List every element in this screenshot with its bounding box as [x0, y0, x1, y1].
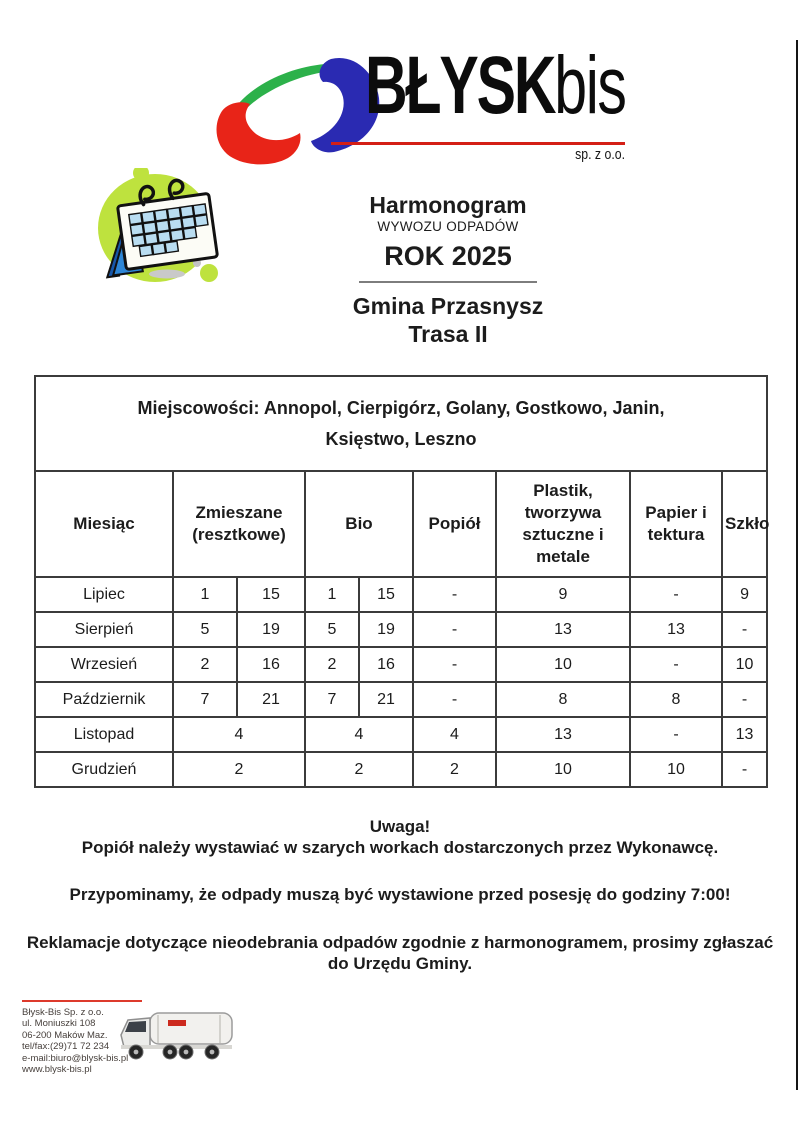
table-row — [35, 612, 767, 647]
schedule-cell: 5 — [305, 612, 359, 647]
month-cell: Wrzesień — [35, 647, 173, 682]
table-row — [35, 682, 767, 717]
schedule-cell: 16 — [359, 647, 413, 682]
schedule-cell: 13 — [496, 612, 630, 647]
footer-email: e-mail:biuro@blysk-bis.pl — [22, 1052, 129, 1064]
schedule-table — [34, 375, 768, 788]
company-logo — [213, 40, 653, 168]
schedule-cell: 10 — [496, 647, 630, 682]
schedule-cell: 4 — [305, 717, 413, 752]
table-row — [35, 647, 767, 682]
document-header — [268, 193, 628, 348]
schedule-cell: - — [722, 752, 767, 787]
municipality-title: Gmina Przasnysz — [352, 293, 544, 320]
route-title: Trasa II — [408, 320, 488, 347]
schedule-cell: 8 — [630, 682, 722, 717]
schedule-cell: 9 — [496, 577, 630, 612]
footer-address-line1: ul. Moniuszki 108 — [22, 1018, 96, 1030]
company-footer — [22, 1000, 262, 1080]
notes-section — [20, 817, 780, 975]
table-row — [35, 752, 767, 787]
schedule-cell: 2 — [173, 752, 305, 787]
title-divider — [359, 281, 537, 283]
schedule-cell: 16 — [237, 647, 305, 682]
col-header-plastic: Plastik, tworzywa sztuczne i metale — [496, 471, 630, 577]
schedule-cell: 21 — [237, 682, 305, 717]
schedule-cell: 1 — [173, 577, 237, 612]
page-subtitle: WYWOZU ODPADÓW — [377, 219, 519, 235]
schedule-cell: - — [722, 612, 767, 647]
localities-cell — [35, 376, 767, 471]
footer-address-line2: 06-200 Maków Maz. — [22, 1029, 108, 1041]
page-title: Harmonogram — [369, 192, 527, 218]
schedule-cell: 10 — [630, 752, 722, 787]
schedule-cell: 4 — [413, 717, 496, 752]
schedule-cell: - — [413, 682, 496, 717]
month-cell: Grudzień — [35, 752, 173, 787]
brand-main-text: BŁYSK — [365, 40, 555, 131]
col-header-paper: Papier i tektura — [630, 471, 722, 577]
complaints-note: Reklamacje dotyczące nieodebrania odpadów zgodnie z harmonogramem, prosimy zgłaszać do Urzędu Gminy. — [26, 933, 774, 973]
schedule-cell: - — [630, 647, 722, 682]
col-header-month: Miesiąc — [35, 471, 173, 577]
brand-wordmark — [365, 40, 626, 131]
schedule-cell: 8 — [496, 682, 630, 717]
schedule-cell: - — [413, 612, 496, 647]
col-header-ash: Popiół — [413, 471, 496, 577]
calendar-icon — [93, 168, 233, 290]
schedule-cell: - — [630, 717, 722, 752]
col-header-bio: Bio — [305, 471, 413, 577]
table-row — [35, 577, 767, 612]
localities-row — [35, 376, 767, 471]
schedule-cell: 7 — [305, 682, 359, 717]
month-cell: Październik — [35, 682, 173, 717]
attention-title: Uwaga! — [369, 817, 431, 836]
footer-website: www.blysk-bis.pl — [22, 1063, 92, 1075]
month-cell: Lipiec — [35, 577, 173, 612]
schedule-cell: 13 — [722, 717, 767, 752]
garbage-truck-icon — [112, 1007, 240, 1063]
schedule-cell: 15 — [359, 577, 413, 612]
schedule-cell: - — [630, 577, 722, 612]
schedule-cell: 19 — [359, 612, 413, 647]
attention-body: Popiół należy wystawiać w szarych workach dostarczonych przez Wykonawcę. — [81, 837, 719, 857]
schedule-cell: 15 — [237, 577, 305, 612]
year-title: ROK 2025 — [384, 241, 512, 272]
page-edge-line — [796, 40, 798, 1090]
col-header-mixed: Zmieszane (resztkowe) — [173, 471, 305, 577]
col-header-glass: Szkło — [722, 471, 767, 577]
localities-text: Miejscowości: Annopol, Cierpigórz, Golany, Gostkowo, Janin, Księstwo, Leszno — [137, 397, 665, 449]
logo-swirl-icon — [213, 45, 383, 170]
schedule-cell: 2 — [305, 752, 413, 787]
schedule-cell: 1 — [305, 577, 359, 612]
schedule-cell: 13 — [496, 717, 630, 752]
footer-company-name: Błysk-Bis Sp. z o.o. — [22, 1007, 104, 1018]
schedule-cell: 13 — [630, 612, 722, 647]
reminder-note: Przypominamy, że odpady muszą być wystawione przed posesję do godziny 7:00! — [69, 885, 731, 905]
company-type-text: sp. z o.o. — [575, 146, 625, 163]
brand-underline — [331, 142, 625, 145]
schedule-cell: 7 — [173, 682, 237, 717]
footer-phone: tel/fax:(29)71 72 234 — [22, 1041, 110, 1053]
brand-suffix-text: bis — [554, 40, 626, 131]
header-row — [35, 471, 767, 577]
schedule-cell: 10 — [496, 752, 630, 787]
schedule-cell: 21 — [359, 682, 413, 717]
schedule-cell: - — [413, 647, 496, 682]
schedule-cell: 10 — [722, 647, 767, 682]
footer-divider — [22, 1000, 142, 1002]
schedule-cell: - — [722, 682, 767, 717]
schedule-cell: 5 — [173, 612, 237, 647]
schedule-cell: 2 — [305, 647, 359, 682]
schedule-cell: 9 — [722, 577, 767, 612]
schedule-cell: - — [413, 577, 496, 612]
schedule-cell: 19 — [237, 612, 305, 647]
schedule-cell: 2 — [413, 752, 496, 787]
table-row — [35, 717, 767, 752]
month-cell: Listopad — [35, 717, 173, 752]
schedule-cell: 2 — [173, 647, 237, 682]
schedule-cell: 4 — [173, 717, 305, 752]
month-cell: Sierpień — [35, 612, 173, 647]
